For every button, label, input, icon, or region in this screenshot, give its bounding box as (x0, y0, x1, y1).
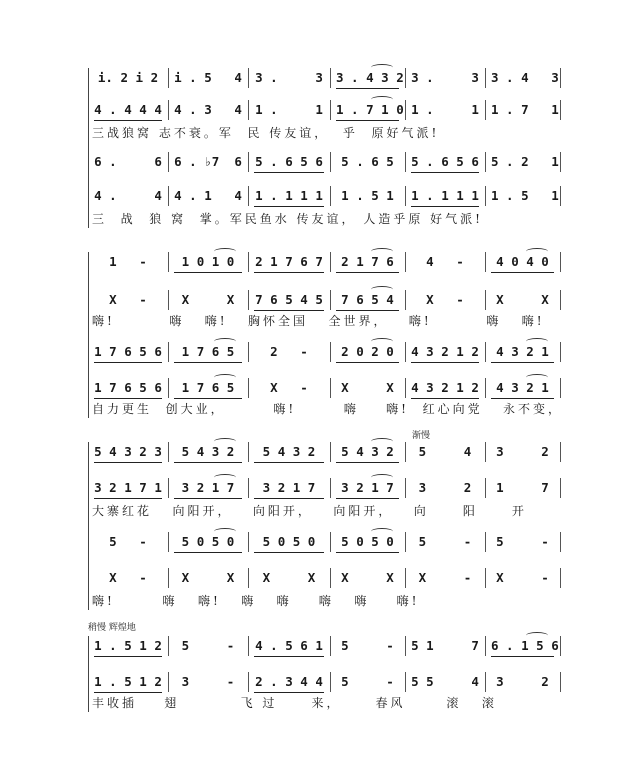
measure-notes: X - (426, 292, 464, 307)
lyric-line: 三 战 狼 窝 掌。军民鱼水 传友谊， 人造乎原 好气派! (92, 212, 483, 226)
measure-notes: 5 4 3 2 (336, 442, 399, 463)
bar-line (560, 442, 561, 462)
lyric-line: 三战狼窝 志不衰。军 民 传友谊， 乎 原好气派! (92, 126, 440, 140)
measure-notes: 5 - (181, 638, 235, 653)
bar-line (248, 68, 249, 88)
bar-line (560, 478, 561, 498)
bar-line (560, 636, 561, 656)
measure-notes: 7 6 5 4 5 (254, 290, 324, 311)
slur-mark (371, 528, 393, 535)
measure-notes: 1 . 5 1 (491, 188, 559, 203)
bar-line (248, 290, 249, 310)
bar-line (168, 152, 169, 172)
bar-line (405, 672, 406, 692)
tempo-marking: 渐慢 (412, 431, 431, 441)
measure-notes: X X (341, 380, 394, 395)
measure-notes: 5 - (496, 534, 549, 549)
measure-notes: 2 0 2 0 (336, 342, 399, 363)
bar-line (168, 672, 169, 692)
measure-notes: i . 5 4 (174, 70, 242, 85)
bar-line (405, 100, 406, 120)
lyric-line: 嗨! 嗨 嗨! 胸怀全国 全世界， 嗨! 嗨 嗨! (92, 314, 545, 328)
system-brace-line (88, 252, 89, 418)
measure-notes: X - (109, 570, 147, 585)
measure-notes: X X (181, 570, 235, 585)
measure-notes: 4 . 3 4 (174, 102, 242, 117)
measure-notes: 3 . 4 3 (491, 70, 559, 85)
measure-notes: 3 2 (496, 674, 549, 689)
measure-notes: 1 . 7 1 0 (336, 100, 399, 121)
bar-line (560, 290, 561, 310)
bar-line (248, 100, 249, 120)
bar-line (330, 290, 331, 310)
measure-notes: 5 0 5 0 (336, 532, 399, 553)
bar-line (485, 290, 486, 310)
measure-notes: 5 4 (418, 444, 472, 459)
measure-notes: 5 . 2 1 (491, 154, 559, 169)
bar-line (405, 68, 406, 88)
measure-notes: X - (109, 292, 147, 307)
bar-line (330, 378, 331, 398)
bar-line (248, 672, 249, 692)
measure-notes: 3 2 1 7 (254, 478, 324, 499)
bar-line (560, 100, 561, 120)
bar-line (405, 152, 406, 172)
slur-mark (371, 64, 393, 71)
slur-mark (214, 374, 236, 381)
slur-mark (526, 374, 548, 381)
bar-line (168, 186, 169, 206)
slur-mark (371, 248, 393, 255)
slur-mark (371, 96, 393, 103)
slur-mark (214, 474, 236, 481)
measure-notes: 4 . 1 4 (174, 188, 242, 203)
bar-line (248, 636, 249, 656)
bar-line (485, 442, 486, 462)
bar-line (248, 568, 249, 588)
measure-notes: 5 1 7 (411, 638, 479, 653)
bar-line (560, 252, 561, 272)
bar-line (485, 378, 486, 398)
measure-notes: 3 2 (418, 480, 472, 495)
bar-line (248, 152, 249, 172)
measure-notes: 1 7 6 5 6 (94, 342, 162, 363)
bar-line (168, 442, 169, 462)
measure-notes: X X (496, 292, 549, 307)
measure-notes: 2 1 7 6 (336, 252, 399, 273)
measure-notes: 5 . 6 5 (341, 154, 394, 169)
lyric-line: 嗨! 嗨 嗨! 嗨 嗨 嗨 嗨 嗨! (92, 594, 420, 608)
measure-notes: 1 7 6 5 (174, 378, 242, 399)
measure-notes: 1 7 6 5 (174, 342, 242, 363)
bar-line (485, 478, 486, 498)
measure-notes: 5 . 6 5 6 (411, 152, 479, 173)
measure-notes: 3 2 1 7 (336, 478, 399, 499)
measure-notes: 4 3 2 1 2 (411, 378, 479, 399)
measure-notes: 1 . 5 1 2 (94, 636, 162, 657)
bar-line (485, 68, 486, 88)
measure-notes: 3 2 1 7 1 (94, 478, 162, 499)
bar-line (168, 568, 169, 588)
bar-line (405, 532, 406, 552)
bar-line (330, 342, 331, 362)
bar-line (405, 478, 406, 498)
slur-mark (526, 632, 548, 639)
bar-line (560, 532, 561, 552)
slur-mark (526, 248, 548, 255)
bar-line (560, 152, 561, 172)
measure-notes: 5 5 4 (411, 674, 479, 689)
measure-notes: 4 3 2 1 (491, 378, 554, 399)
bar-line (560, 672, 561, 692)
measure-notes: 2 1 7 6 7 (254, 252, 324, 273)
measure-notes: 3 . 3 (255, 70, 323, 85)
bar-line (330, 100, 331, 120)
bar-line (405, 342, 406, 362)
measure-notes: 1 . 1 (411, 102, 479, 117)
bar-line (248, 532, 249, 552)
measure-notes: 3 2 (496, 444, 549, 459)
bar-line (485, 100, 486, 120)
bar-line (330, 186, 331, 206)
measure-notes: 3 . 4 3 2 (336, 68, 399, 89)
measure-notes: 6 . ♭7 6 (174, 154, 242, 169)
bar-line (168, 68, 169, 88)
slur-mark (371, 474, 393, 481)
measure-notes: 3 . 3 (411, 70, 479, 85)
measure-notes: X - (496, 570, 549, 585)
bar-line (248, 442, 249, 462)
bar-line (485, 252, 486, 272)
measure-notes: 4 0 4 0 (491, 252, 554, 273)
measure-notes: 7 6 5 4 (336, 290, 399, 311)
bar-line (405, 252, 406, 272)
bar-line (168, 478, 169, 498)
measure-notes: 1 . 7 1 (491, 102, 559, 117)
measure-notes: 5 4 3 2 (174, 442, 242, 463)
measure-notes: 5 0 5 0 (254, 532, 324, 553)
measure-notes: X X (181, 292, 235, 307)
bar-line (168, 636, 169, 656)
bar-line (330, 252, 331, 272)
bar-line (248, 478, 249, 498)
bar-line (330, 152, 331, 172)
lyric-line: 自力更生 创大业， 嗨! 嗨 嗨! 红心向党 永不变， (92, 402, 564, 416)
bar-line (168, 342, 169, 362)
measure-notes: 2 . 3 4 4 (254, 672, 324, 693)
measure-notes: X - (270, 380, 308, 395)
slur-mark (371, 286, 393, 293)
slur-mark (214, 338, 236, 345)
measure-notes: 4 - (426, 254, 464, 269)
lyric-line: 大寨红花 向阳开， 向阳开， 向阳开， 向 阳 开 (92, 504, 527, 518)
bar-line (485, 532, 486, 552)
measure-notes: 6 . 1 5 6 (491, 636, 554, 657)
bar-line (485, 186, 486, 206)
measure-notes: 1 0 1 0 (174, 252, 242, 273)
bar-line (405, 186, 406, 206)
measure-notes: 4 . 4 (94, 188, 162, 203)
measure-notes: 5 4 3 2 (254, 442, 324, 463)
measure-notes: 5 - (341, 674, 394, 689)
bar-line (330, 672, 331, 692)
bar-line (330, 568, 331, 588)
bar-line (248, 186, 249, 206)
measure-notes: 1 7 (496, 480, 549, 495)
measure-notes: 1 . 5 1 2 (94, 672, 162, 693)
bar-line (330, 478, 331, 498)
measure-notes: 3 2 1 7 (174, 478, 242, 499)
measure-notes: X - (418, 570, 472, 585)
bar-line (560, 342, 561, 362)
bar-line (330, 68, 331, 88)
slur-mark (214, 528, 236, 535)
bar-line (330, 636, 331, 656)
slur-mark (371, 338, 393, 345)
bar-line (485, 672, 486, 692)
bar-line (168, 378, 169, 398)
measure-notes: 1 . 1 1 1 (411, 186, 479, 207)
bar-line (560, 568, 561, 588)
system-brace-line (88, 636, 89, 712)
measure-notes: 4 3 2 1 2 (411, 342, 479, 363)
slur-mark (214, 248, 236, 255)
bar-line (248, 342, 249, 362)
measure-notes: 6 . 6 (94, 154, 162, 169)
tempo-marking: 稍慢 辉煌地 (88, 623, 136, 633)
measure-notes: 1 - (109, 254, 147, 269)
measure-notes: 1 . 5 1 (341, 188, 394, 203)
bar-line (485, 342, 486, 362)
bar-line (168, 532, 169, 552)
measure-notes: 5 0 5 0 (174, 532, 242, 553)
bar-line (560, 378, 561, 398)
bar-line (168, 100, 169, 120)
measure-notes: 1 . 1 (255, 102, 323, 117)
bar-line (405, 568, 406, 588)
measure-notes: 4 3 2 1 (491, 342, 554, 363)
bar-line (248, 252, 249, 272)
measure-notes: 4 . 5 6 1 (254, 636, 324, 657)
slur-mark (214, 438, 236, 445)
slur-mark (526, 338, 548, 345)
measure-notes: 5 - (109, 534, 147, 549)
measure-notes: 5 - (341, 638, 394, 653)
measure-notes: X X (262, 570, 316, 585)
measure-notes: i. 2 i 2 (97, 70, 159, 85)
bar-line (560, 186, 561, 206)
bar-line (248, 378, 249, 398)
bar-line (405, 290, 406, 310)
slur-mark (371, 438, 393, 445)
measure-notes: 4 . 4 4 4 (94, 100, 162, 121)
bar-line (168, 290, 169, 310)
bar-line (405, 636, 406, 656)
measure-notes: 5 - (418, 534, 472, 549)
bar-line (485, 152, 486, 172)
lyric-line: 丰收插 翅 飞 过 来， 春风 滚 滚 (92, 696, 497, 710)
measure-notes: 1 . 1 1 1 (254, 186, 324, 207)
bar-line (560, 68, 561, 88)
bar-line (485, 636, 486, 656)
bar-line (330, 442, 331, 462)
bar-line (168, 252, 169, 272)
measure-notes: 2 - (270, 344, 308, 359)
measure-notes: 1 7 6 5 6 (94, 378, 162, 399)
system-brace-line (88, 68, 89, 228)
measure-notes: 5 4 3 2 3 (94, 442, 162, 463)
bar-line (330, 532, 331, 552)
bar-line (405, 442, 406, 462)
bar-line (485, 568, 486, 588)
measure-notes: 5 . 6 5 6 (254, 152, 324, 173)
system-brace-line (88, 442, 89, 610)
measure-notes: 3 - (181, 674, 235, 689)
measure-notes: X X (341, 570, 394, 585)
bar-line (405, 378, 406, 398)
